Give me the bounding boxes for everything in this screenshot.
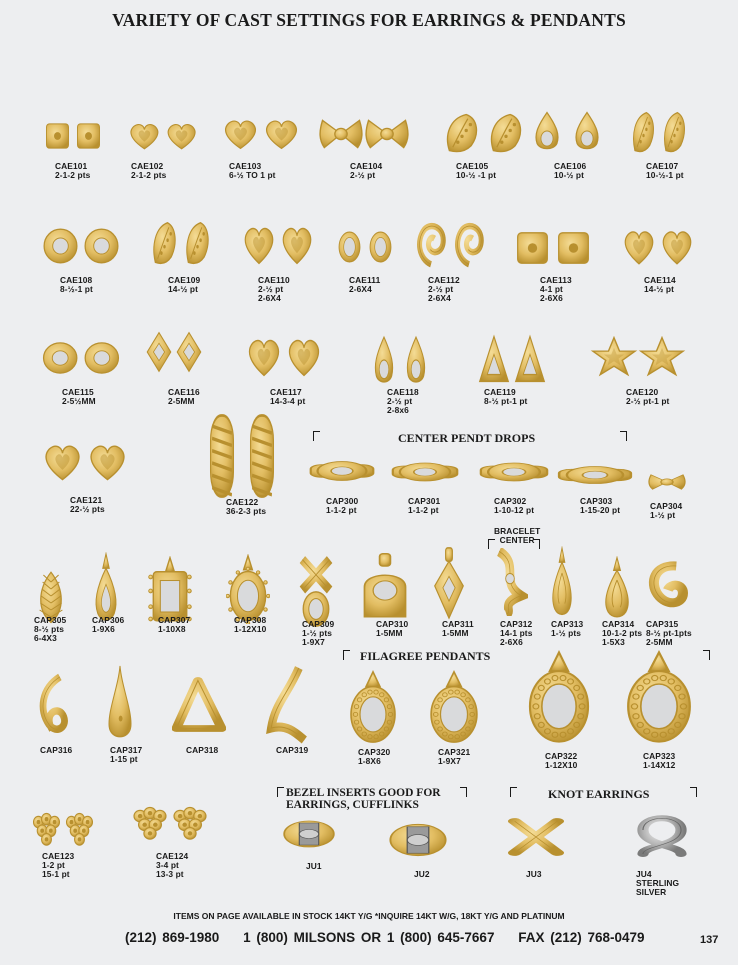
item-spec: 8-½-1 pt [60,284,93,295]
item-spec: 1-10-12 pt [494,505,535,516]
bezel-icon [388,816,448,864]
item-spec: 2-5½MM [62,396,96,407]
item-code: CAP301 [408,496,441,506]
item-code: JU2 [414,869,430,879]
knot-pendant-icon [296,552,336,628]
drop-pendant-icon [600,556,634,620]
item-spec: 1-5MM [376,628,403,639]
availability-note: ITEMS ON PAGE AVAILABLE IN STOCK 14KT Y/G *INQUIRE 14KT W/G, 18KT Y/G AND PLATINUM [173,911,565,921]
item-code: CAE111 [349,275,381,285]
item-spec: 1-9X6 [92,624,115,635]
item-spec: 1-½ pts [551,628,582,639]
item-code: CAP314 [602,619,635,629]
item-spec: 2-½ pt [387,396,413,407]
item-spec: 2-6X4 [349,284,372,295]
item-spec: 1-8X6 [358,756,381,767]
item-label [408,497,440,515]
knot-icon [508,816,564,858]
slide-icon [390,452,460,492]
item-spec: 2-6X6 [500,637,523,648]
item-spec: 1-5X3 [602,637,625,648]
item-code: CAP311 [442,619,474,629]
triangle-pair-icon [476,332,548,388]
item-code: CAE124 [156,851,189,861]
item-spec: 10-½ -1 pt [456,170,497,181]
item-spec: 1-1-2 pt [326,505,357,516]
item-spec: 14-3-4 pt [270,396,306,407]
phone-number: (212) 869-1980 [125,930,220,945]
item-label [156,852,188,880]
leaf-pair-icon [628,110,690,154]
heart-pair-icon [240,222,316,268]
star-pair-icon [590,336,686,378]
bracket-right [690,787,697,797]
item-spec: 1-15-20 pt [580,505,621,516]
item-spec: 1-½ pts [302,628,333,639]
item-label [438,748,470,766]
pear-pendant-icon [90,552,125,625]
oval-pendant-icon [226,554,270,624]
slide-icon [556,456,634,494]
bezel-heading-line: BEZEL INSERTS GOOD FOR [286,787,441,799]
item-spec: 2-5MM [646,637,673,648]
item-spec: 1-1-2 pt [408,505,439,516]
item-label [40,746,72,755]
item-code: CAE112 [428,275,460,285]
item-code: CAE119 [484,387,516,397]
bracket-left [277,787,284,797]
item-spec: 1-5MM [442,628,469,639]
bracket-left [313,431,320,441]
bracket-left [343,650,350,660]
drop-pair-icon [368,334,432,386]
item-label [158,616,190,634]
bracket-left [510,787,517,797]
item-code: CAP307 [158,615,191,625]
item-code: CAP320 [358,747,391,757]
bow-icon [648,466,686,498]
item-spec: 2-5MM [168,396,195,407]
item-spec: 1-12X10 [234,624,267,635]
bracelet-heading-line: BRACELET [494,526,541,536]
item-spec: 1-½ pt [650,510,676,521]
item-code: CAE121 [70,495,103,505]
item-label [646,162,684,180]
drop-pendant-icon [548,546,576,618]
item-code: CAP310 [376,619,409,629]
item-code: JU1 [306,861,322,871]
item-label [110,746,142,764]
item-code: CAP300 [326,496,359,506]
item-code: CAP308 [234,615,267,625]
item-label [92,616,124,634]
item-code: CAP304 [650,501,683,511]
filigree-oval-icon [348,670,398,744]
item-code: CAE108 [60,275,93,285]
item-code: CAE107 [646,161,679,171]
contact-line [125,930,663,945]
round-pair-icon [40,226,122,266]
heart-pair-icon [620,226,696,268]
square-pair-icon [42,120,104,152]
item-code: CAP323 [643,751,676,761]
item-label [270,388,305,406]
loop-icon [34,672,72,738]
drop-pair-icon [527,110,607,152]
item-spec: 2-½ pt-1 pt [626,396,670,407]
item-spec: STERLING [636,878,680,889]
item-label [226,498,266,516]
bow-pair-icon [318,114,410,154]
item-spec: 10-1-2 pts [602,628,643,639]
cluster-pair-icon [30,812,96,848]
teardrop-icon [104,664,136,742]
section-heading-center-pendant-drops: CENTER PENDT DROPS [398,431,536,445]
item-spec: 1-10X8 [158,624,186,635]
item-spec: 1-9X7 [438,756,461,767]
filigree-oval-icon [624,650,694,744]
swirl-pair-icon [412,222,488,268]
item-code: CAP315 [646,619,679,629]
item-code: CAE102 [131,161,164,171]
item-label [580,497,620,515]
item-label [168,388,200,406]
item-code: CAE117 [270,387,302,397]
item-spec: 2-8x6 [387,405,409,416]
item-spec: 1-14X12 [643,760,676,771]
item-code: JU3 [526,869,542,879]
item-label [526,870,542,879]
item-label [358,748,390,766]
item-label [60,276,93,294]
item-code: CAP306 [92,615,125,625]
heart-pair-icon [244,334,324,380]
item-label [229,162,276,180]
item-label [131,162,166,180]
wave-icon [262,664,308,744]
item-label [276,746,308,755]
item-spec: 6-4X3 [34,633,57,644]
leaf-pair-icon [440,112,528,154]
item-spec: 15-1 pt [42,869,70,880]
item-code: CAE106 [554,161,587,171]
item-spec: 13-3 pt [156,869,184,880]
item-code: CAP309 [302,619,335,629]
item-code: CAE122 [226,497,259,507]
filigree-oval-icon [526,650,592,744]
item-code: CAE113 [540,275,572,285]
tollfree-number: 1 (800) MILSONS OR 1 (800) 645-7667 [243,930,495,945]
item-label [350,162,382,180]
item-spec: 2-½ pt [350,170,376,181]
item-code: CAP316 [40,745,73,755]
bracket-right [533,539,540,549]
item-code: CAP313 [551,619,584,629]
item-label [554,162,586,180]
item-code: CAP305 [34,615,67,625]
bracket-right [620,431,627,441]
section-heading-bezel-inserts [286,787,441,811]
fax-number: FAX (212) 768-0479 [518,930,645,945]
leaf-pair-icon [148,220,214,266]
item-spec: 1-15 pt [110,754,138,765]
filigree-oval-icon [428,670,480,744]
item-label [540,276,572,304]
item-code: CAE116 [168,387,200,397]
item-label [387,388,419,416]
item-spec: 1-9X7 [302,637,325,648]
item-label [62,388,96,406]
diamond-pair-icon [144,330,204,374]
item-spec: 8-½ pts [34,624,65,635]
item-code: CAE115 [62,387,94,397]
knot-silver-icon [634,812,690,860]
bracket-right [703,650,710,660]
item-label [456,162,496,180]
item-label [302,620,334,648]
heart-pair-icon [220,116,302,152]
item-code: CAE109 [168,275,201,285]
section-heading-knot-earrings: KNOT EARRINGS [548,787,650,801]
item-code: CAP303 [580,496,613,506]
item-code: CAE103 [229,161,262,171]
item-label [551,620,583,638]
heart-pair-icon [124,120,202,152]
item-label [484,388,527,406]
cluster-pair-icon [130,806,210,842]
item-spec: 1-12X10 [545,760,578,771]
item-label [258,276,290,304]
square-pair-icon [512,228,594,268]
item-code: CAP312 [500,619,533,629]
dome-pendant-icon [358,552,412,622]
bezel-heading-line: EARRINGS, CUFFLINKS [286,799,419,811]
item-spec: 22-½ pts [70,504,105,515]
item-code: CAP317 [110,745,143,755]
item-label [428,276,460,304]
item-spec: 10-½ pt [554,170,585,181]
item-spec: 14-½ pt [168,284,199,295]
item-label [349,276,380,294]
item-code: CAP319 [276,745,309,755]
item-label [306,862,322,871]
page-number: 137 [700,934,719,946]
item-code: CAP322 [545,751,578,761]
oval-pair-icon [334,230,396,264]
item-code: CAP302 [494,496,527,506]
item-label [643,752,675,770]
item-code: CAE120 [626,387,659,397]
triangle-icon [172,676,226,736]
item-spec: SILVER [636,887,667,898]
hoop-pair-icon [202,412,282,500]
item-code: CAE104 [350,161,383,171]
item-label [42,852,74,880]
item-code: CAE123 [42,851,75,861]
item-label [376,620,408,638]
item-spec: 6-½ TO 1 pt [229,170,276,181]
center-heading-line: CENTER [499,535,535,546]
item-code: CAE114 [644,275,676,285]
item-code: CAP321 [438,747,471,757]
item-label [442,620,474,638]
item-label [650,502,682,520]
item-spec: 2-1-2 pts [131,170,167,181]
item-code: CAE118 [387,387,419,397]
slide-icon [478,452,550,492]
item-spec: 10-½-1 pt [646,170,684,181]
item-spec: 2-6X4 [258,293,281,304]
heart-pair-icon [40,440,130,484]
slide-icon [308,450,376,492]
item-label [500,620,532,648]
catalog-title: VARIETY OF CAST SETTINGS FOR EARRINGS & PENDANTS [112,10,626,30]
item-spec: 8-½ pt-1pts [646,628,692,639]
item-label [636,870,679,898]
item-spec: 2-1-2 pts [55,170,91,181]
item-spec: 14-½ pt [644,284,675,295]
item-label [168,276,200,294]
item-spec: 2-6X6 [540,293,563,304]
section-heading-filagree-pendants: FILAGREE PENDANTS [360,649,491,663]
item-code: CAE101 [55,161,88,171]
item-spec: 8-½ pt-1 pt [484,396,528,407]
diamond-pendant-icon [432,546,466,622]
item-spec: 4-1 pt [540,284,563,295]
item-label [186,746,218,755]
bracket-right [460,787,467,797]
round-pair-icon [38,340,124,376]
item-label [626,388,669,406]
item-label [644,276,676,294]
item-spec: 2-½ pt [258,284,284,295]
item-label [326,497,358,515]
item-spec: 36-2-3 pts [226,506,267,517]
item-label [70,496,105,514]
item-spec: 14-1 pts [500,628,533,639]
item-spec: 2-6X4 [428,293,451,304]
item-label [545,752,577,770]
item-label [34,616,66,644]
item-spec: 1-2 pt [42,860,65,871]
item-code: CAE110 [258,275,290,285]
item-code: CAE105 [456,161,489,171]
bracelet-center-icon [492,548,528,616]
item-code: JU4 [636,869,652,879]
item-label [234,616,266,634]
bezel-icon [282,814,336,854]
item-spec: 2-½ pt [428,284,454,295]
item-spec: 3-4 pt [156,860,179,871]
item-label [602,620,642,648]
item-label [55,162,90,180]
item-label [414,870,430,879]
item-label [494,497,534,515]
item-code: CAP318 [186,745,219,755]
swirl-pendant-icon [646,560,688,620]
item-label [646,620,692,648]
